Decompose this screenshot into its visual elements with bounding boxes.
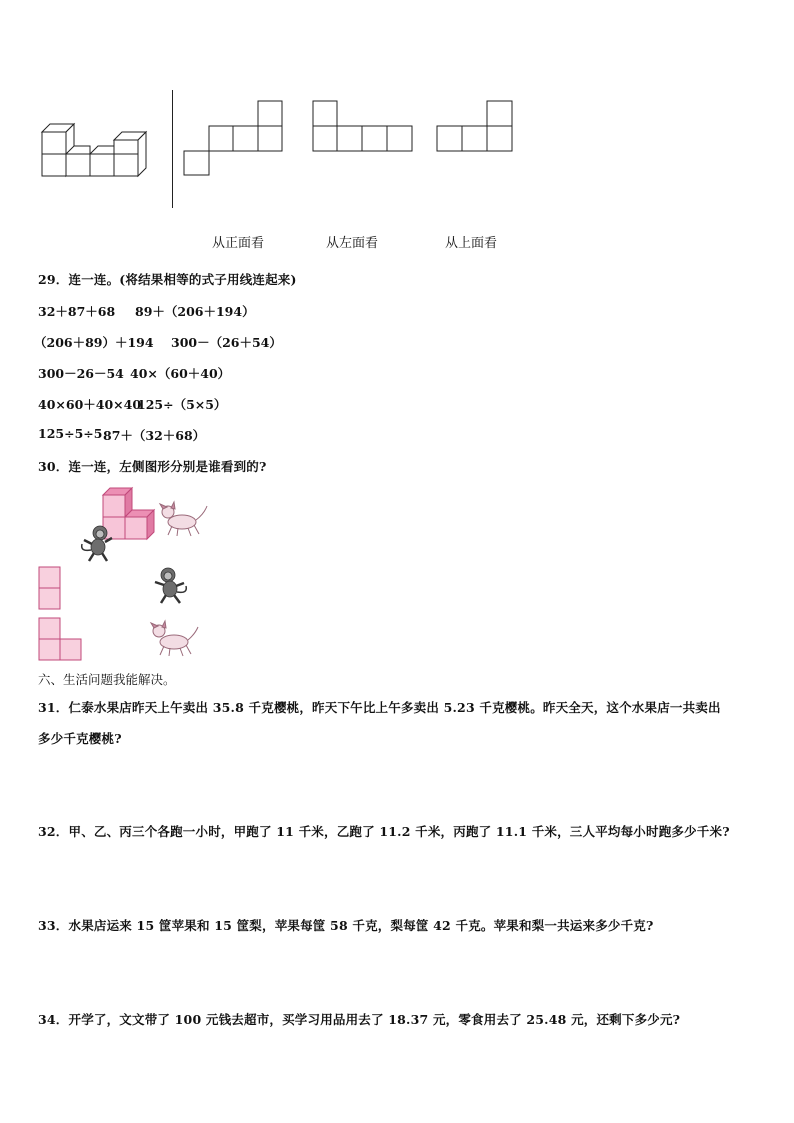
monkey-icon (150, 566, 190, 606)
dog-icon (160, 500, 210, 538)
q34-text: 34．开学了，文文带了 100 元钱去超市，买学习用品用去了 18.37 元，零食用去了 25.48 元，还剩下多少元? (38, 1012, 681, 1027)
monkey-icon (78, 524, 118, 564)
q33-text: 33．水果店运来 15 筐苹果和 15 筐梨，苹果每筐 58 千克，梨每筐 42 千克。苹果和梨一共运来多少千克? (38, 918, 654, 933)
top-view-figure (436, 100, 514, 152)
divider-line (172, 90, 173, 208)
q29-left-expr: （206＋89）＋194 (34, 335, 154, 350)
left-figure-2 (38, 617, 84, 663)
q29-right-expr: 40×（60＋40） (130, 366, 231, 381)
left-view-figure (312, 100, 414, 152)
section-title: 六、生活问题我能解决。 (38, 672, 176, 687)
solid-figure-3d (40, 120, 160, 180)
q30-title: 30．连一连，左侧图形分别是谁看到的? (38, 459, 267, 474)
q29-right-expr: 300－（26＋54） (171, 335, 282, 350)
q31-line2: 多少千克樱桃? (38, 731, 122, 746)
left-figure-1 (38, 566, 62, 612)
q29-right-expr: 89＋（206＋194） (135, 304, 255, 319)
q31-line1: 31．仁泰水果店昨天上午卖出 35.8 千克樱桃，昨天下午比上午多卖出 5.23 千克樱桃。昨天全天，这个水果店一共卖出 (38, 700, 721, 715)
view-label-front: 从正面看 (212, 236, 265, 251)
q29-left-expr: 125÷5÷5 (38, 426, 103, 441)
view-label-top: 从上面看 (445, 236, 498, 251)
q29-right-expr: 87＋（32＋68） (103, 428, 206, 443)
q29-right-expr: 125÷（5×5） (137, 397, 227, 412)
q32-text: 32．甲、乙、丙三个各跑一小时，甲跑了 11 千米，乙跑了 11.2 千米，丙跑了 11.1 千米，三人平均每小时跑多少千米? (38, 824, 730, 839)
q29-left-expr: 300－26－54 (38, 366, 124, 381)
dog-icon (150, 620, 200, 658)
q29-left-expr: 32＋87＋68 (38, 304, 116, 319)
q29-left-expr: 40×60＋40×40 (38, 397, 142, 412)
q29-title: 29．连一连。(将结果相等的式子用线连起来) (38, 272, 297, 287)
front-view-figure (183, 100, 283, 176)
view-label-left: 从左面看 (326, 236, 379, 251)
